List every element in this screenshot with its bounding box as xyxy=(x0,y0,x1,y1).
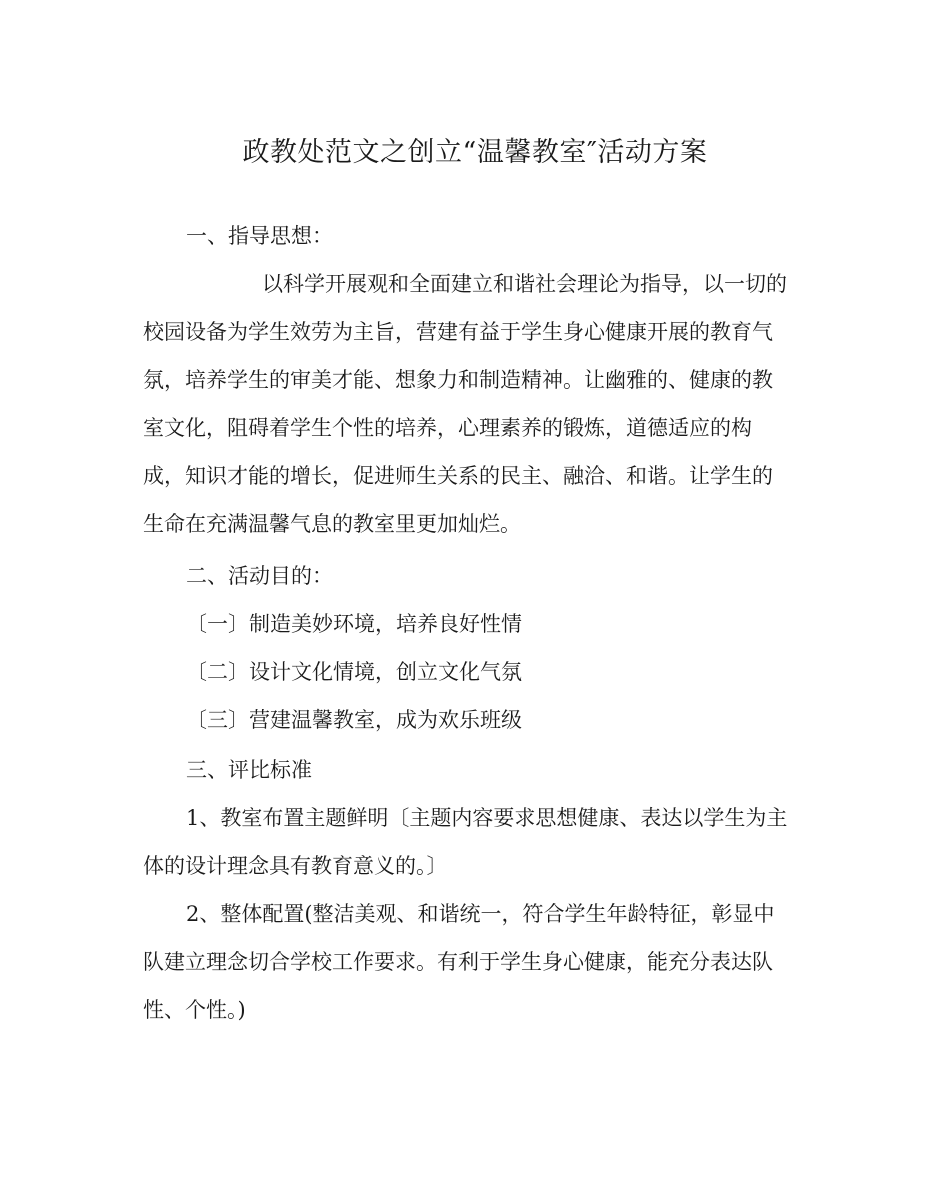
goal-item: 〔二〕设计文化情境，创立文化气氛 xyxy=(186,660,522,684)
criterion-line: 体的设计理念具有教育意义的。〕 xyxy=(143,854,448,878)
paragraph-line: 生命在充满温馨气息的教室里更加灿烂。 xyxy=(143,512,521,536)
criterion-line: 性、个性。) xyxy=(143,998,246,1022)
criterion-line: 队建立理念切合学校工作要求。有利于学生身心健康，能充分表达队 xyxy=(143,950,773,974)
section-heading-activity-purpose: 二、活动目的： xyxy=(186,564,333,588)
paragraph-line: 以科学开展观和全面建立和谐社会理论为指导，以一切的 xyxy=(262,272,787,296)
paragraph-line: 成，知识才能的增长，促进师生关系的民主、融洽、和谐。让学生的 xyxy=(143,464,773,488)
paragraph-line: 校园设备为学生效劳为主旨，营建有益于学生身心健康开展的教育气 xyxy=(143,320,773,344)
criterion-line: 1、教室布置主题鲜明〔主题内容要求思想健康、表达以学生为主 xyxy=(186,806,788,830)
document-title: 政教处范文之创立“温馨教室″活动方案 xyxy=(242,137,708,168)
goal-item: 〔三〕营建温馨教室，成为欢乐班级 xyxy=(186,708,522,732)
criterion-line: 2、整体配置(整洁美观、和谐统一，符合学生年龄特征，彰显中 xyxy=(186,902,775,926)
section-heading-guiding-ideology: 一、指导思想： xyxy=(186,224,333,248)
goal-item: 〔一〕制造美妙环境，培养良好性情 xyxy=(186,612,522,636)
section-heading-evaluation-criteria: 三、评比标准 xyxy=(186,758,312,782)
paragraph-line: 氛，培养学生的审美才能、想象力和制造精神。让幽雅的、健康的教 xyxy=(143,368,773,392)
paragraph-line: 室文化，阻碍着学生个性的培养，心理素养的锻炼，道德适应的构 xyxy=(143,416,752,440)
